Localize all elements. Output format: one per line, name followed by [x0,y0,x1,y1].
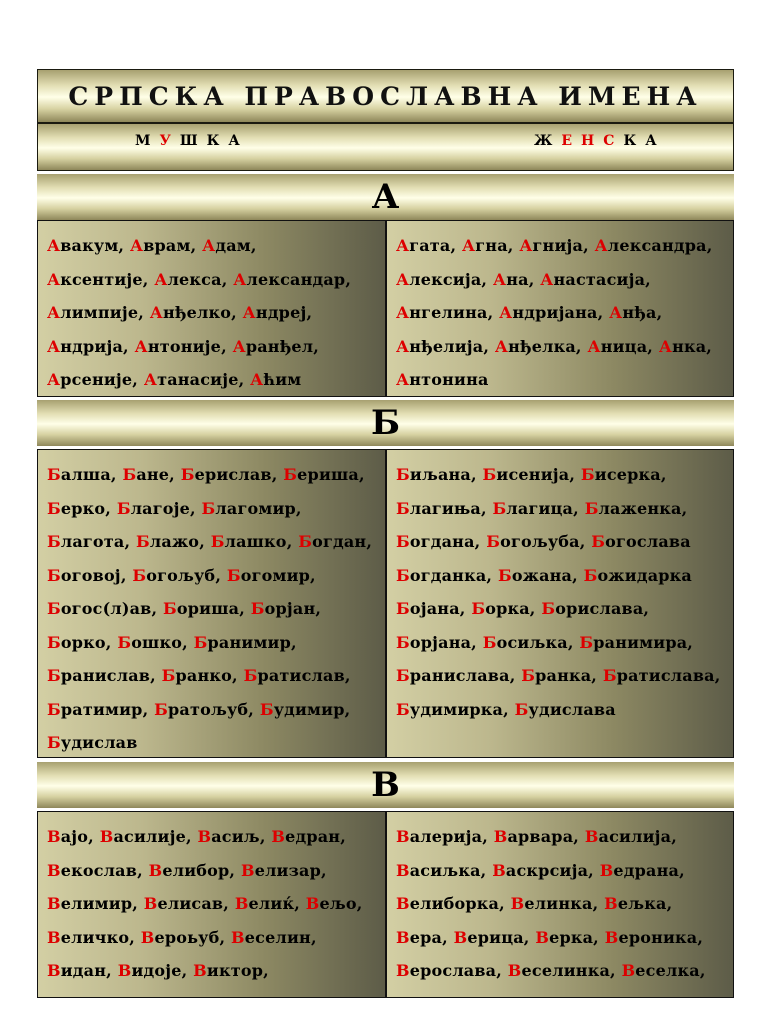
name-line: Богданка, Божана, Божидарка [396,565,692,585]
section-letter: В [371,765,400,805]
name-line: Бранислава, Бранка, Братислава, [396,666,721,685]
column-header-male: МУШКА [135,133,249,149]
name-line: Ангелина, Андријана, Анђа, [396,303,663,322]
name-line: Биљана, Бисенија, Бисерка, [396,465,667,484]
section-letter: А [371,177,400,217]
column-header-band [37,123,734,171]
name-line: Верослава, Веселинка, Веселка, [396,961,706,980]
name-line: Алимпије, Анђелко, Андреј, [47,303,313,322]
male-names-panel-a [37,220,386,397]
name-line: Валерија, Варвара, Василија, [396,827,678,846]
name-line: Бранислав, Бранко, Братислав, [47,666,351,685]
male-names-panel-b [37,449,386,758]
name-line: Алексија, Ана, Анастасија, [396,269,651,289]
name-line: Бојана, Борка, Борислава, [396,599,650,618]
name-line: Вајо, Василије, Васиљ, Ведран, [47,827,346,846]
name-line: Братимир, Братољуб, Будимир, [47,699,351,719]
name-line: Борко, Бошко, Бранимир, [47,632,297,652]
name-line: Авакум, Аврам, Адам, [47,236,257,255]
name-line: Величко, Вероьуб, Веселин, [47,927,317,947]
section-band-v [37,762,734,808]
page-title: СРПСКА ПРАВОСЛАВНА ИМЕНА [68,81,703,111]
section-band-b [37,400,734,446]
column-header-female: ЖЕНСКА [534,133,666,149]
name-line: Берко, Благоје, Благомир, [47,498,302,518]
section-letter: Б [370,403,401,443]
name-line: Будислав [47,733,138,752]
female-names-panel-a [386,220,734,397]
section-band-a [37,174,734,220]
name-line: Богос(л)ав, Бориша, Борјан, [47,599,322,618]
name-line: Аксентије, Алекса, Александар, [47,269,352,289]
name-line: Балша, Бане, Берислав, Бериша, [47,465,365,484]
name-line: Велимир, Велисав, Велиќ, Вељо, [47,894,363,913]
name-line: Видан, Видоје, Виктор, [47,961,269,980]
name-line: Арсеније, Атанасије, Аћим [47,370,302,389]
name-line: Васиљка, Васкрсија, Ведрана, [396,860,685,880]
name-line: Велиборка, Велинка, Вељка, [396,894,673,913]
name-line: Антонина [396,370,489,389]
title-band [37,69,734,123]
name-line: Векослав, Велибор, Велизар, [47,860,327,880]
name-line: Благота, Блажо, Блашко, Богдан, [47,532,373,551]
name-line: Вера, Верица, Верка, Вероника, [396,927,704,947]
name-line: Богдана, Богољуба, Богослава [396,532,691,551]
female-names-panel-b [386,449,734,758]
female-names-panel-v [386,811,734,998]
name-line: Борјана, Босиљка, Бранимира, [396,632,694,652]
name-line: Анђелија, Анђелка, Аница, Анка, [396,336,713,356]
male-names-panel-v [37,811,386,998]
name-line: Благиња, Благица, Блаженка, [396,498,688,518]
name-line: Агата, Агна, Агнија, Александра, [396,236,713,255]
name-line: Боговој, Богољуб, Богомир, [47,565,316,585]
name-line: Будимирка, Будислава [396,699,616,719]
name-line: Андрија, Антоније, Аранђел, [47,336,320,356]
